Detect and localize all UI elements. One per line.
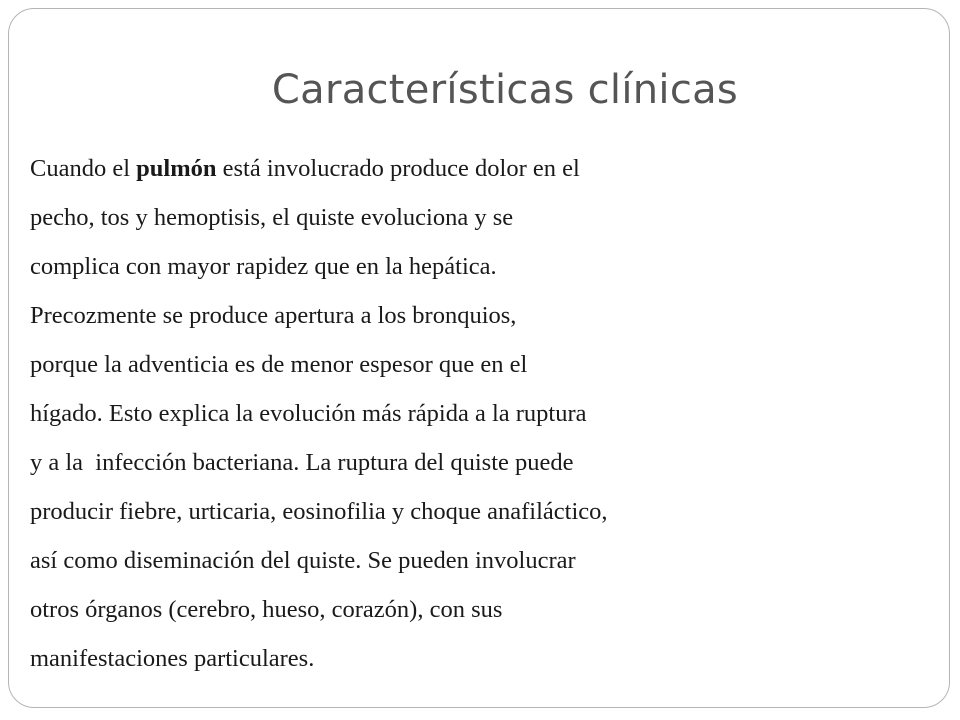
body-text-segment: Cuando el	[30, 155, 137, 182]
body-line: producir fiebre, urticaria, eosinofilia y choque anafiláctico,	[30, 498, 608, 525]
body-line	[30, 144, 930, 193]
body-line: complica con mayor rapidez que en la hepática.	[30, 253, 497, 280]
body-line: así como diseminación del quiste. Se pueden involucrar	[30, 547, 576, 574]
slide-body	[30, 144, 930, 683]
body-line: Precozmente se produce apertura a los bronquios,	[30, 302, 517, 329]
body-line: manifestaciones particulares.	[30, 645, 315, 672]
body-text-segment: está involucrado produce dolor en el	[216, 155, 580, 182]
body-line: pecho, tos y hemoptisis, el quiste evoluciona y se	[30, 204, 514, 231]
body-line: otros órganos (cerebro, hueso, corazón), con sus	[30, 596, 503, 623]
body-line: porque la adventicia es de menor espesor que en el	[30, 351, 528, 378]
slide-title: Características clínicas	[271, 67, 739, 113]
body-line: hígado. Esto explica la evolución más rápida a la ruptura	[30, 400, 587, 427]
body-line: y a la infección bacteriana. La ruptura del quiste puede	[30, 449, 574, 476]
emphasis-text: pulmón	[136, 155, 217, 182]
